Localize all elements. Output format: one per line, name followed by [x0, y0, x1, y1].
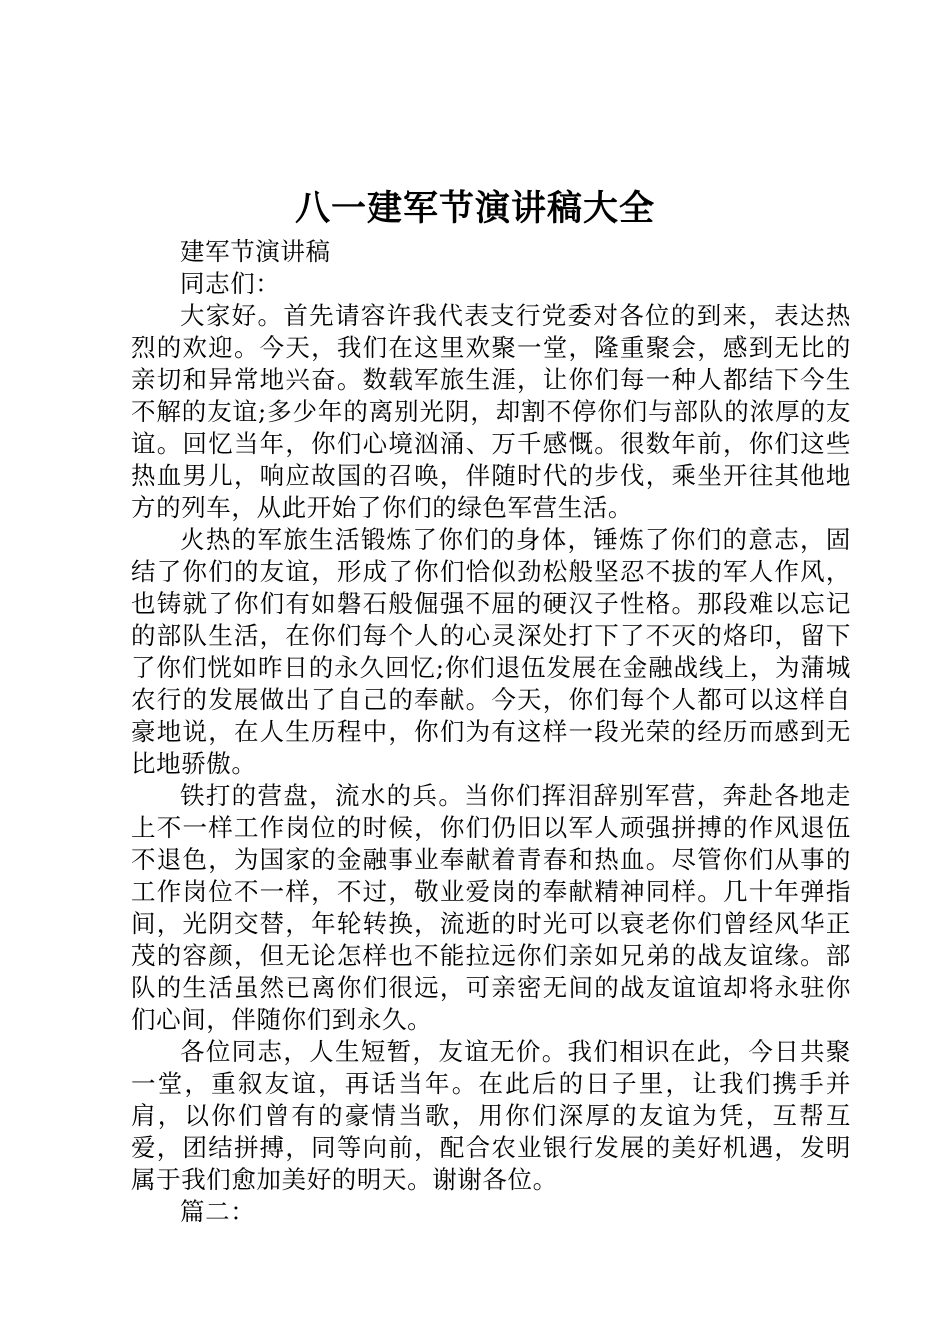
paragraph: 铁打的营盘，流水的兵。当你们挥泪辞别军营，奔赴各地走上不一样工作岗位的时候，你们仍旧以军人顽强拼搏的作风退伍不退色，为国家的金融事业奉献着青春和热血。尽管你们从事的工作岗位不一样，不过，敬业爱岗的奉献精神同样。几十年弹指间，光阴交替，年轮转换，流逝的时光可以衰老你们曾经风华正茂的容颜，但无论怎样也不能拉远你们亲如兄弟的战友谊缘。部队的生活虽然已离你们很远，可亲密无间的战友谊谊却将永驻你们心间，伴随你们到永久。: [131, 781, 851, 1034]
document-body: [131, 236, 851, 1228]
section-heading: 篇二：: [180, 1197, 256, 1226]
paragraph: 大家好。首先请容许我代表支行党委对各位的到来，表达热烈的欢迎。今天，我们在这里欢聚一堂，隆重聚会，感到无比的亲切和异常地兴奋。数载军旅生涯，让你们每一种人都结下今生不解的友谊;多少年的离别光阴，却割不停你们与部队的浓厚的友谊。回忆当年，你们心境汹涌、万千感慨。很数年前，你们这些热血男儿，响应故国的召唤，伴随时代的步伐，乘坐开往其他地方的列车，从此开始了你们的绿色军营生活。: [131, 301, 851, 522]
paragraph: 各位同志，人生短暂，友谊无价。我们相识在此，今日共聚一堂，重叙友谊，再话当年。在此后的日子里，让我们携手并肩，以你们曾有的豪情当歌，用你们深厚的友谊为凭，互帮互爱，团结拼搏，同等向前，配合农业银行发展的美好机遇，发明属于我们愈加美好的明天。谢谢各位。: [131, 1037, 851, 1194]
salutation: 同志们：: [180, 269, 281, 298]
paragraph: 火热的军旅生活锻炼了你们的身体，锤炼了你们的意志，固结了你们的友谊，形成了你们恰似劲松般坚忍不拔的军人作风，也铸就了你们有如磐石般倔强不屈的硬汉子性格。那段难以忘记的部队生活，在你们每个人的心灵深处打下了不灭的烙印，留下了你们恍如昨日的永久回忆;你们退伍发展在金融战线上，为蒲城农行的发展做出了自己的奉献。今天，你们每个人都可以这样自豪地说，在人生历程中，你们为有这样一段光荣的经历而感到无比地骄傲。: [131, 525, 851, 778]
document-title: 八一建军节演讲稿大全: [294, 188, 655, 229]
section-heading: 建军节演讲稿: [180, 237, 331, 266]
